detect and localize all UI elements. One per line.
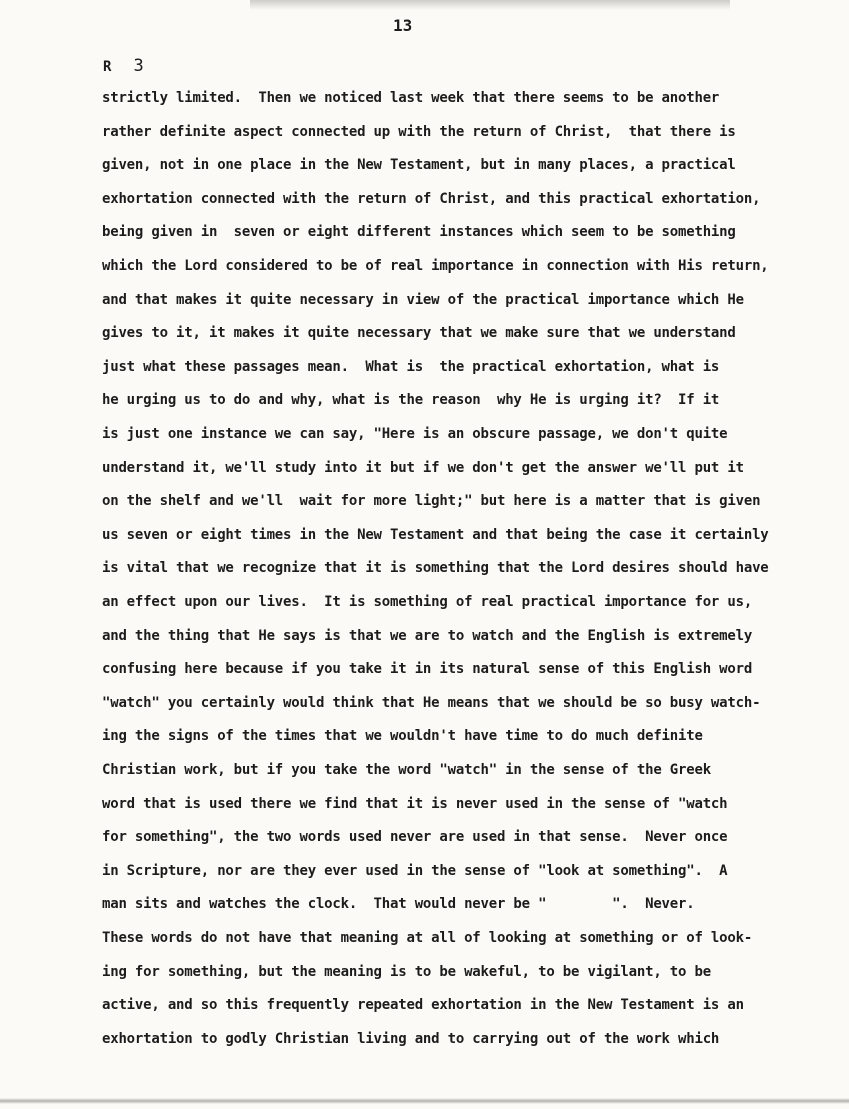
page-number: 13 — [393, 16, 413, 35]
text-line: rather definite aspect connected up with the return of Christ, that there is — [102, 123, 736, 140]
text-line: exhortation to godly Christian living and to carrying out of the work which — [102, 1030, 720, 1047]
text-line: word that is used there we find that it is never used in the sense of "watch — [102, 795, 728, 812]
text-line: confusing here because if you take it in its natural sense of this English word — [102, 661, 753, 678]
text-line: ing the signs of the times that we wouldn't have time to do much definite — [102, 728, 703, 745]
text-line: gives to it, it makes it quite necessary that we make sure that we understand — [102, 325, 736, 342]
text-line: for something", the two words used never are used in that sense. Never once — [102, 829, 728, 846]
text-line: These words do not have that meaning at all of looking at something or of look- — [102, 930, 753, 946]
text-line: strictly limited. Then we noticed last week that there seems to be another — [102, 90, 720, 106]
text-line: is just one instance we can say, "Here is an obscure passage, we don't quite — [102, 426, 728, 442]
text-line: and that makes it quite necessary in view of the practical importance which He — [102, 291, 744, 308]
text-line: understand it, we'll study into it but if we don't get the answer we'll put it — [102, 459, 744, 476]
text-line: "watch" you certainly would think that He means that we should be so busy watch- — [102, 694, 761, 711]
text-line: active, and so this frequently repeated exhortation in the New Testament is an — [102, 997, 744, 1014]
text-line: on the shelf and we'll wait for more light;" but here is a matter that is given — [102, 493, 761, 510]
text-line: being given in seven or eight different instances which seem to be something — [102, 224, 736, 241]
scan-edge-shadow — [0, 1098, 849, 1104]
text-line: man sits and watches the clock. That would never be " ". Never. — [102, 896, 695, 913]
text-line: exhortation connected with the return of Christ, and this practical exhortation, — [102, 190, 761, 207]
text-line: an effect upon our lives. It is something of real practical importance for us, — [102, 594, 753, 610]
text-line: is vital that we recognize that it is something that the Lord desires should have — [102, 560, 769, 577]
section-letter: R — [103, 59, 112, 75]
text-line: just what these passages mean. What is the practical exhortation, what is — [102, 358, 720, 375]
text-line: he urging us to do and why, what is the reason why He is urging it? If it — [102, 392, 720, 409]
text-line: given, not in one place in the New Testament, but in many places, a practical — [102, 157, 736, 174]
text-line: in Scripture, nor are they ever used in the sense of "look at something". A — [102, 862, 728, 879]
text-line: and the thing that He says is that we are to watch and the English is extremely — [102, 627, 753, 644]
text-line: ing for something, but the meaning is to be wakeful, to be vigilant, to be — [102, 963, 711, 980]
section-number: 3 — [133, 56, 144, 76]
section-reference — [103, 56, 144, 76]
text-line: us seven or eight times in the New Testament and that being the case it certainly — [102, 526, 769, 543]
scan-smudge — [250, 0, 730, 10]
text-line: which the Lord considered to be of real importance in connection with His return, — [102, 258, 769, 274]
text-line: Christian work, but if you take the word "watch" in the sense of the Greek — [102, 762, 711, 778]
